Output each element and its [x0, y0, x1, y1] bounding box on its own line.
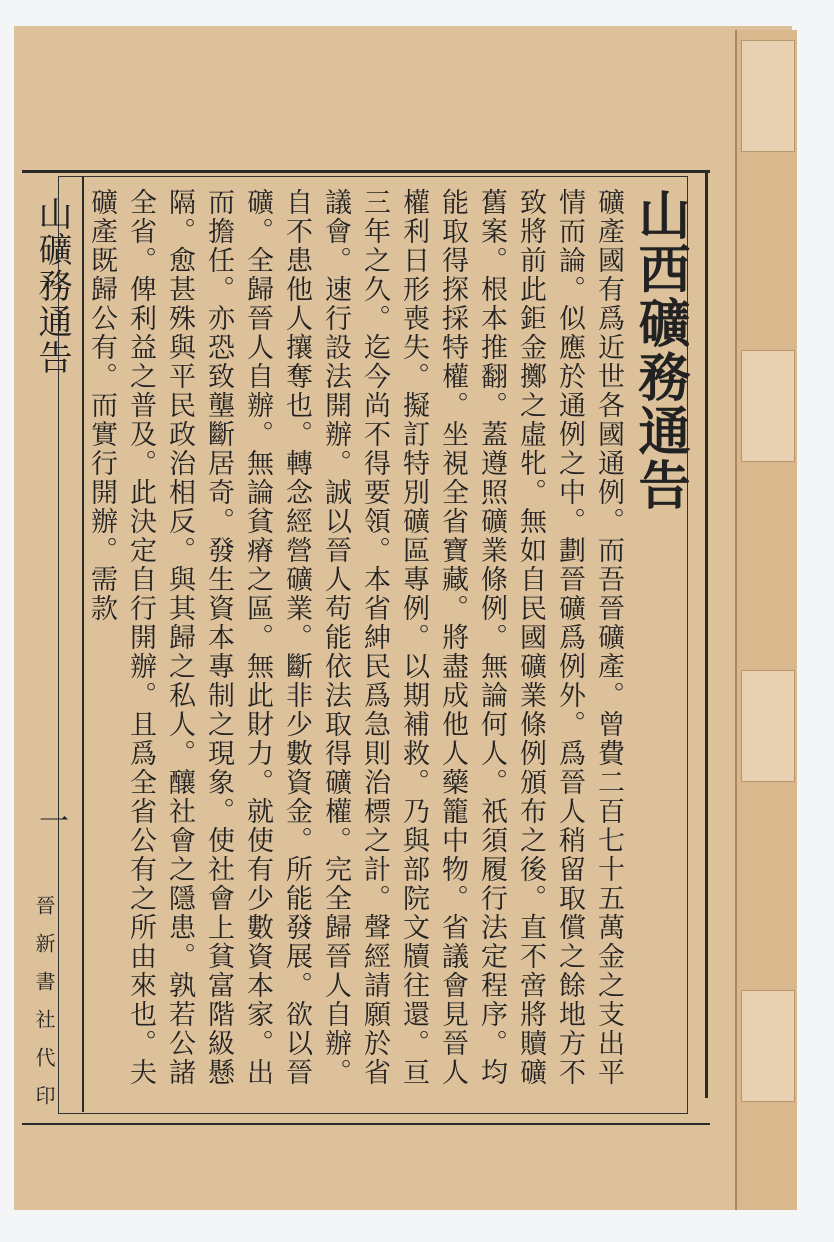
margin-page-number: 一 — [33, 805, 68, 835]
margin-book-title: 山礦務通告 — [32, 196, 72, 376]
binding-strip — [741, 990, 795, 1102]
binding-strip — [741, 40, 795, 152]
margin-publisher: 晉新書社代印 — [32, 895, 56, 1123]
binding-strip — [741, 350, 795, 462]
right-rule — [705, 170, 708, 1098]
page-title: 山西礦務通告 — [629, 188, 690, 512]
body-text: 礦產國有爲近世各國通例。而吾晉礦產。曾費二百七十五萬金之支出平情而論。似應於通例之中。劃晉礦爲例外。爲晉人稍留取償之餘地方不致將前此鉅金擲之虛牝。無如自民國礦業條例頒布之後。直不啻將贖礦舊案。根本推翻。蓋遵照礦業條例。無論何人。祇須履行法定程序。均能取得探採特權。坐視全省寶藏。將盡成他人藥籠中物。省議會見晉人權利日形喪失。擬訂特別礦區專例。以期補救。乃與部院文牘往還。亘三年之久。迄今尚不得要領。本省紳民爲急則治標之計。聲經請願於省議會。速行設法開辦。誠以晉人苟能依法取得礦權。完全歸晉人自辦。自不患他人攘奪也。轉念經營礦業。斷非少數資金。所能發展。欲以晉礦。全歸晉人自辦。無論貧瘠之區。無此財力。就使有少數資本家。出而擔任。亦恐致壟斷居奇。發生資本專制之現象。使社會上貧富階級懸隔。愈甚殊與平民政治相反。與其歸之私人。釀社會之隱患。孰若公諸全省。俾利益之普及。此決定自行開辦。且爲全省公有之所由來也。夫礦產既歸公有。而實行開辦。需款 — [86, 188, 624, 1087]
book-spine — [735, 30, 797, 1210]
binding-strip — [741, 670, 795, 782]
